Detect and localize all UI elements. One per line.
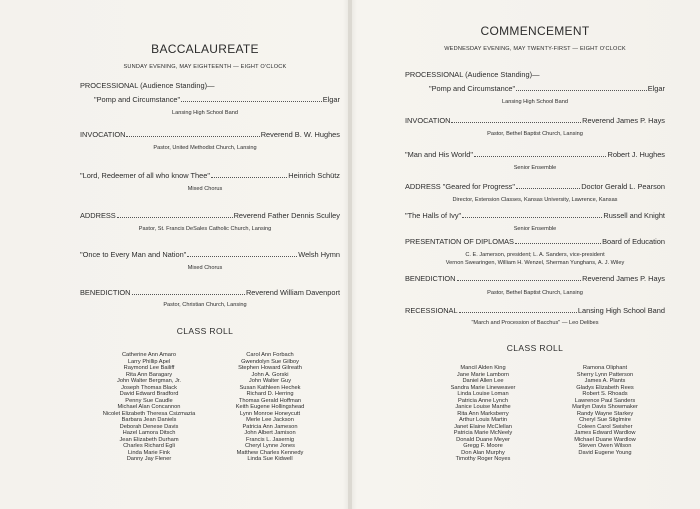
leader-dots bbox=[515, 243, 601, 244]
list-item: Lynn Monroe Honeycutt bbox=[239, 410, 301, 417]
list-item: Marilyn Davis Showmaker bbox=[572, 404, 638, 410]
leader-dots bbox=[211, 177, 287, 178]
program-note: Mixed Chorus bbox=[187, 186, 223, 192]
list-item: Barbara Jean Daniels bbox=[121, 417, 177, 423]
list-item: Randy Wayne Starkey bbox=[576, 410, 634, 417]
list-item: Merle Lee Jackson bbox=[246, 417, 294, 423]
program-note: Mixed Chorus bbox=[187, 265, 223, 271]
program-note: Vernon Swearingen, William H. Wenzel, Sherman Yunghans, A. J. Wiley bbox=[445, 260, 625, 266]
list-item: Patricia Ann Jameson bbox=[242, 423, 298, 430]
program-item: INVOCATION Reverend James P. Hays bbox=[405, 116, 665, 125]
class-roll-heading: CLASS ROLL bbox=[506, 343, 564, 353]
program-note: "March and Procession of Bacchus" — Leo Delibes bbox=[471, 320, 599, 326]
program-item: BENEDICTION Reverend James P. Hays bbox=[405, 274, 665, 283]
list-item: Don Alan Murphy bbox=[461, 449, 505, 456]
baccalaureate-subtitle: SUNDAY EVENING, MAY EIGHTEENTH — EIGHT O'CLOCK bbox=[123, 64, 287, 70]
class-roll-column bbox=[423, 365, 543, 463]
list-item: Steven Owen Wilson bbox=[578, 443, 632, 449]
leader-dots bbox=[474, 156, 607, 157]
list-item: Donald Duane Meyer bbox=[456, 436, 510, 443]
list-item: Sandra Marie Lineweaver bbox=[450, 384, 516, 391]
program-item: "Pomp and Circumstance" Elgar bbox=[94, 95, 340, 104]
program-note: Senior Ensemble bbox=[513, 165, 557, 171]
list-item: Nicolet Elizabeth Theresa Csizmazia bbox=[102, 410, 196, 417]
list-item: Arthur Louis Martin bbox=[458, 417, 508, 423]
list-item: Michael Duane Wardlow bbox=[574, 436, 636, 443]
list-item: Linda Louise Loman bbox=[457, 391, 509, 397]
list-item: Hazel Lamora Ditsch bbox=[122, 430, 176, 436]
leader-dots bbox=[462, 217, 602, 218]
list-item: Gladys Elizabeth Rees bbox=[576, 384, 634, 391]
list-item: Gwendolyn Sue Gilboy bbox=[241, 358, 299, 365]
list-item: Deborah Denese Davis bbox=[119, 423, 179, 430]
list-item: Jane Marie Lamborn bbox=[456, 371, 510, 378]
center-fold bbox=[348, 0, 352, 509]
list-item: Daniel Allen Lee bbox=[462, 378, 504, 384]
program-note: Senior Ensemble bbox=[513, 226, 557, 232]
program-item: ADDRESS Reverend Father Dennis Sculley bbox=[80, 211, 340, 220]
program-item: "Man and His World" Robert J. Hughes bbox=[405, 150, 665, 159]
leader-dots bbox=[459, 312, 577, 313]
list-item: Timothy Roger Noyes bbox=[455, 456, 511, 462]
list-item: Matthew Charles Kennedy bbox=[236, 449, 304, 456]
program-note: Pastor, Bethel Baptist Church, Lansing bbox=[487, 131, 583, 137]
list-item: Cheryl Sue Stiglmire bbox=[579, 417, 631, 423]
leader-dots bbox=[451, 122, 581, 123]
program-item: "Once to Every Man and Nation" Welsh Hymn bbox=[80, 250, 340, 259]
program-note: Lansing High School Band bbox=[502, 99, 568, 105]
list-item: Michael Alan Concannon bbox=[117, 404, 181, 410]
program-item: "The Halls of Ivy" Russell and Knight bbox=[405, 211, 665, 220]
leader-dots bbox=[516, 90, 647, 91]
list-item: Keith Eugene Hollingshead bbox=[235, 404, 305, 410]
list-item: Jean Elizabeth Durham bbox=[119, 436, 179, 443]
program-item: PROCESSIONAL (Audience Standing)— bbox=[405, 70, 540, 79]
program-note: Pastor, Bethel Baptist Church, Lansing bbox=[487, 290, 583, 296]
list-item: Ramona Oliphant bbox=[582, 365, 628, 371]
list-item: Joseph Thomas Black bbox=[121, 384, 177, 391]
list-item: Larry Phillip Apel bbox=[127, 358, 171, 365]
list-item: Patricia Anne Lynch bbox=[457, 397, 509, 404]
leader-dots bbox=[132, 294, 245, 295]
program-item: ADDRESS "Geared for Progress" Doctor Gerald L. Pearson bbox=[405, 182, 665, 191]
list-item: Janice Louise Manthe bbox=[455, 404, 511, 410]
list-item: Danny Jay Flener bbox=[126, 456, 172, 462]
program-note: Pastor, United Methodist Church, Lansing bbox=[153, 145, 257, 151]
program-item: RECESSIONAL Lansing High School Band bbox=[405, 306, 665, 315]
leader-dots bbox=[516, 188, 580, 189]
list-item: David Eugene Young bbox=[578, 449, 632, 456]
list-item: Stephen Howard Gilreath bbox=[238, 365, 302, 371]
list-item: Gregg F. Moore bbox=[463, 443, 503, 449]
list-item: Mancil Alden King bbox=[460, 365, 506, 371]
list-item: Linda Sue Kidwell bbox=[247, 456, 293, 462]
program-note: Director, Extension Classes, Kansas University, Lawrence, Kansas bbox=[452, 197, 618, 203]
list-item: Rita Ann Marksberry bbox=[457, 410, 509, 417]
list-item: Carol Ann Forbach bbox=[246, 352, 294, 358]
class-roll-column bbox=[210, 352, 330, 463]
leader-dots bbox=[457, 280, 582, 281]
program-note: Pastor, Christian Church, Lansing bbox=[163, 302, 247, 308]
program-note: C. E. Jamerson, president; L. A. Sanders, vice-president bbox=[465, 252, 605, 258]
program-item: PROCESSIONAL (Audience Standing)— bbox=[80, 81, 215, 90]
list-item: Lawrence Paul Sanders bbox=[574, 397, 636, 404]
class-roll-column bbox=[84, 352, 214, 463]
class-roll-heading: CLASS ROLL bbox=[176, 326, 234, 336]
list-item: Linda Marie Fink bbox=[127, 449, 171, 456]
list-item: Robert S. Rhoads bbox=[582, 391, 628, 397]
list-item: James A. Plants bbox=[584, 378, 626, 384]
class-roll-column bbox=[545, 365, 665, 456]
baccalaureate-title: BACCALAUREATE bbox=[151, 42, 259, 56]
list-item: Raymond Lee Bailiff bbox=[123, 365, 175, 371]
list-item: John Walter Guy bbox=[248, 378, 292, 384]
list-item: Thomas Gerald Hoffman bbox=[238, 397, 302, 404]
leader-dots bbox=[181, 101, 322, 102]
program-item: INVOCATION Reverend B. W. Hughes bbox=[80, 130, 340, 139]
list-item: Janet Elaine McClellan bbox=[454, 423, 512, 430]
program-item: PRESENTATION OF DIPLOMAS Board of Education bbox=[405, 237, 665, 246]
leader-dots bbox=[117, 217, 233, 218]
program-note: Pastor, St. Francis DeSales Catholic Church, Lansing bbox=[138, 226, 272, 232]
list-item: Coleen Carol Swisher bbox=[577, 423, 633, 430]
program-item: BENEDICTION Reverend William Davenport bbox=[80, 288, 340, 297]
list-item: Richard D. Herring bbox=[246, 391, 294, 397]
list-item: Patricia Marie McNeely bbox=[453, 430, 513, 436]
list-item: Penny Sue Caudle bbox=[125, 397, 173, 404]
list-item: John A. Gorski bbox=[251, 371, 289, 378]
program-note: Lansing High School Band bbox=[172, 110, 238, 116]
list-item: Charles Richard Egli bbox=[123, 443, 175, 449]
commencement-title: COMMENCEMENT bbox=[480, 24, 590, 38]
list-item: Catherine Ann Amaro bbox=[121, 352, 177, 358]
list-item: Sherry Lynn Patterson bbox=[576, 371, 634, 378]
list-item: James Edward Wardlow bbox=[574, 430, 636, 436]
leader-dots bbox=[187, 256, 297, 257]
list-item: John Walter Bergman, Jr. bbox=[117, 378, 181, 384]
list-item: Rita Ann Baragary bbox=[125, 371, 173, 378]
program-item: "Lord, Redeemer of all who know Thee" Heinrich Schütz bbox=[80, 171, 340, 180]
list-item: Susan Kathleen Hechek bbox=[239, 384, 301, 391]
commencement-subtitle: WEDNESDAY EVENING, MAY TWENTY-FIRST — EIGHT O'CLOCK bbox=[444, 46, 626, 52]
list-item: Cheryl Lynne Jones bbox=[244, 443, 296, 449]
program-item: "Pomp and Circumstance" Elgar bbox=[429, 84, 665, 93]
list-item: John Albert Jamison bbox=[244, 430, 296, 436]
list-item: Francis L. Jasernig bbox=[245, 436, 295, 443]
leader-dots bbox=[126, 136, 259, 137]
list-item: David Edward Bradford bbox=[119, 391, 179, 397]
